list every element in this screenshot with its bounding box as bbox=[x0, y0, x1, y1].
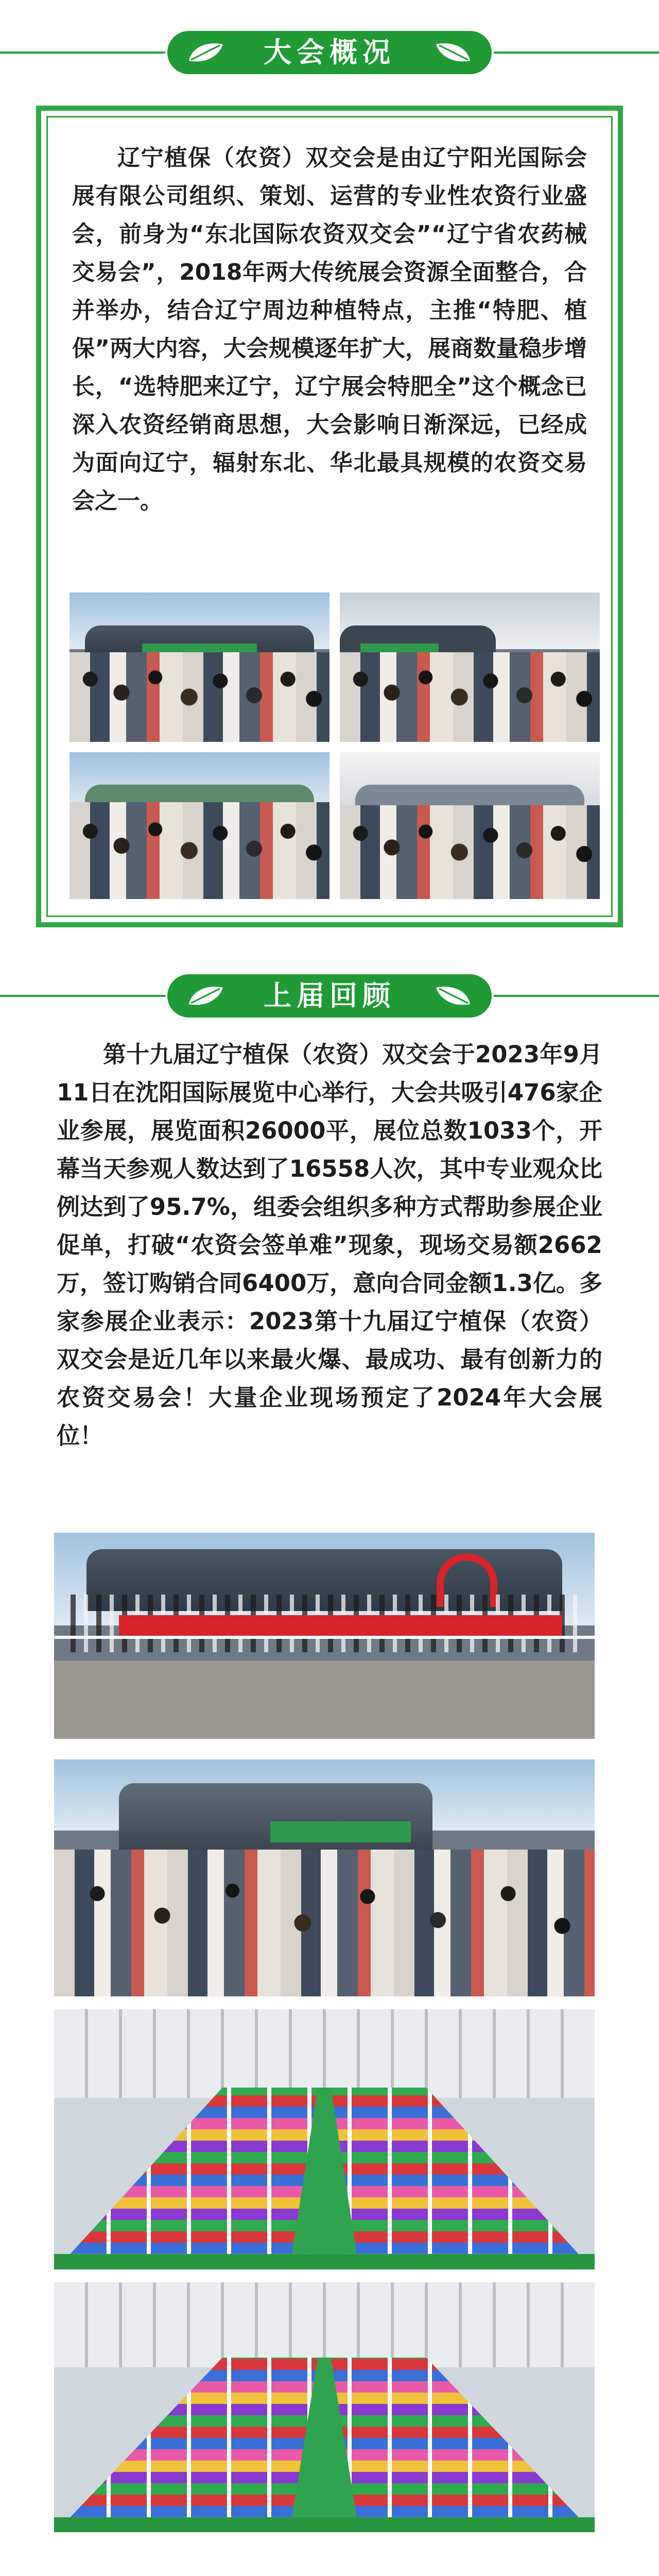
photo-exhibition-hall-1 bbox=[54, 2009, 595, 2269]
section-header-overview bbox=[0, 27, 659, 78]
photo-crowd-plaza bbox=[70, 752, 330, 899]
review-paragraph: 第十九届辽宁植保（农资）双交会于2023年9月11日在沈阳国际展览中心举行，大会共吸引476家企业参展，展览面积26000平，展位总数1033个，开幕当天参观人数达到了16558人次，其中专业观众比例达到了95.7%，组委会组织多种方式帮助参展企业促单，打破“农资会签单难”现象，现场交易额2662万，签订购销合同6400万，意向合同金额1.3亿。多家参展企业表示：2023第十九届辽宁植保（农资）双交会是近几年以来最火爆、最成功、最有创新力的农资交易会！大量企业现场预定了2024年大会展位！ bbox=[57, 1041, 602, 1449]
section-title-pill bbox=[167, 31, 492, 74]
photo-crowd-entrance bbox=[340, 592, 600, 742]
overview-card bbox=[36, 106, 623, 927]
photo-crowd-outdoor bbox=[70, 592, 330, 742]
section-title: 大会概况 bbox=[264, 36, 395, 69]
photo-exhibition-entrance bbox=[54, 1759, 595, 1996]
photo-crowd-hall bbox=[340, 752, 600, 899]
photo-banner-group bbox=[54, 1533, 595, 1739]
overview-paragraph: 辽宁植保（农资）双交会是由辽宁阳光国际会展有限公司组织、策划、运营的专业性农资行业盛会，前身为“东北国际农资双交会”“辽宁省农药械交易会”，2018年两大传统展会资源全面整合，合并举办，结合辽宁周边种植特点，主推“特肥、植保”两大内容，大会规模逐年扩大，展商数量稳步增长，“选特肥来辽宁，辽宁展会特肥全”这个概念已深入农资经销商思想，大会影响日渐深远，已经成为面向辽宁，辐射东北、华北最具规模的农资交易会之一。 bbox=[72, 145, 587, 514]
leaf-icon bbox=[434, 40, 472, 65]
section-title: 上届回顾 bbox=[264, 979, 395, 1012]
section-header-review bbox=[0, 970, 659, 1022]
photo-exhibition-hall-2 bbox=[54, 2282, 595, 2532]
section-title-pill bbox=[167, 974, 492, 1018]
leaf-icon bbox=[434, 984, 472, 1008]
